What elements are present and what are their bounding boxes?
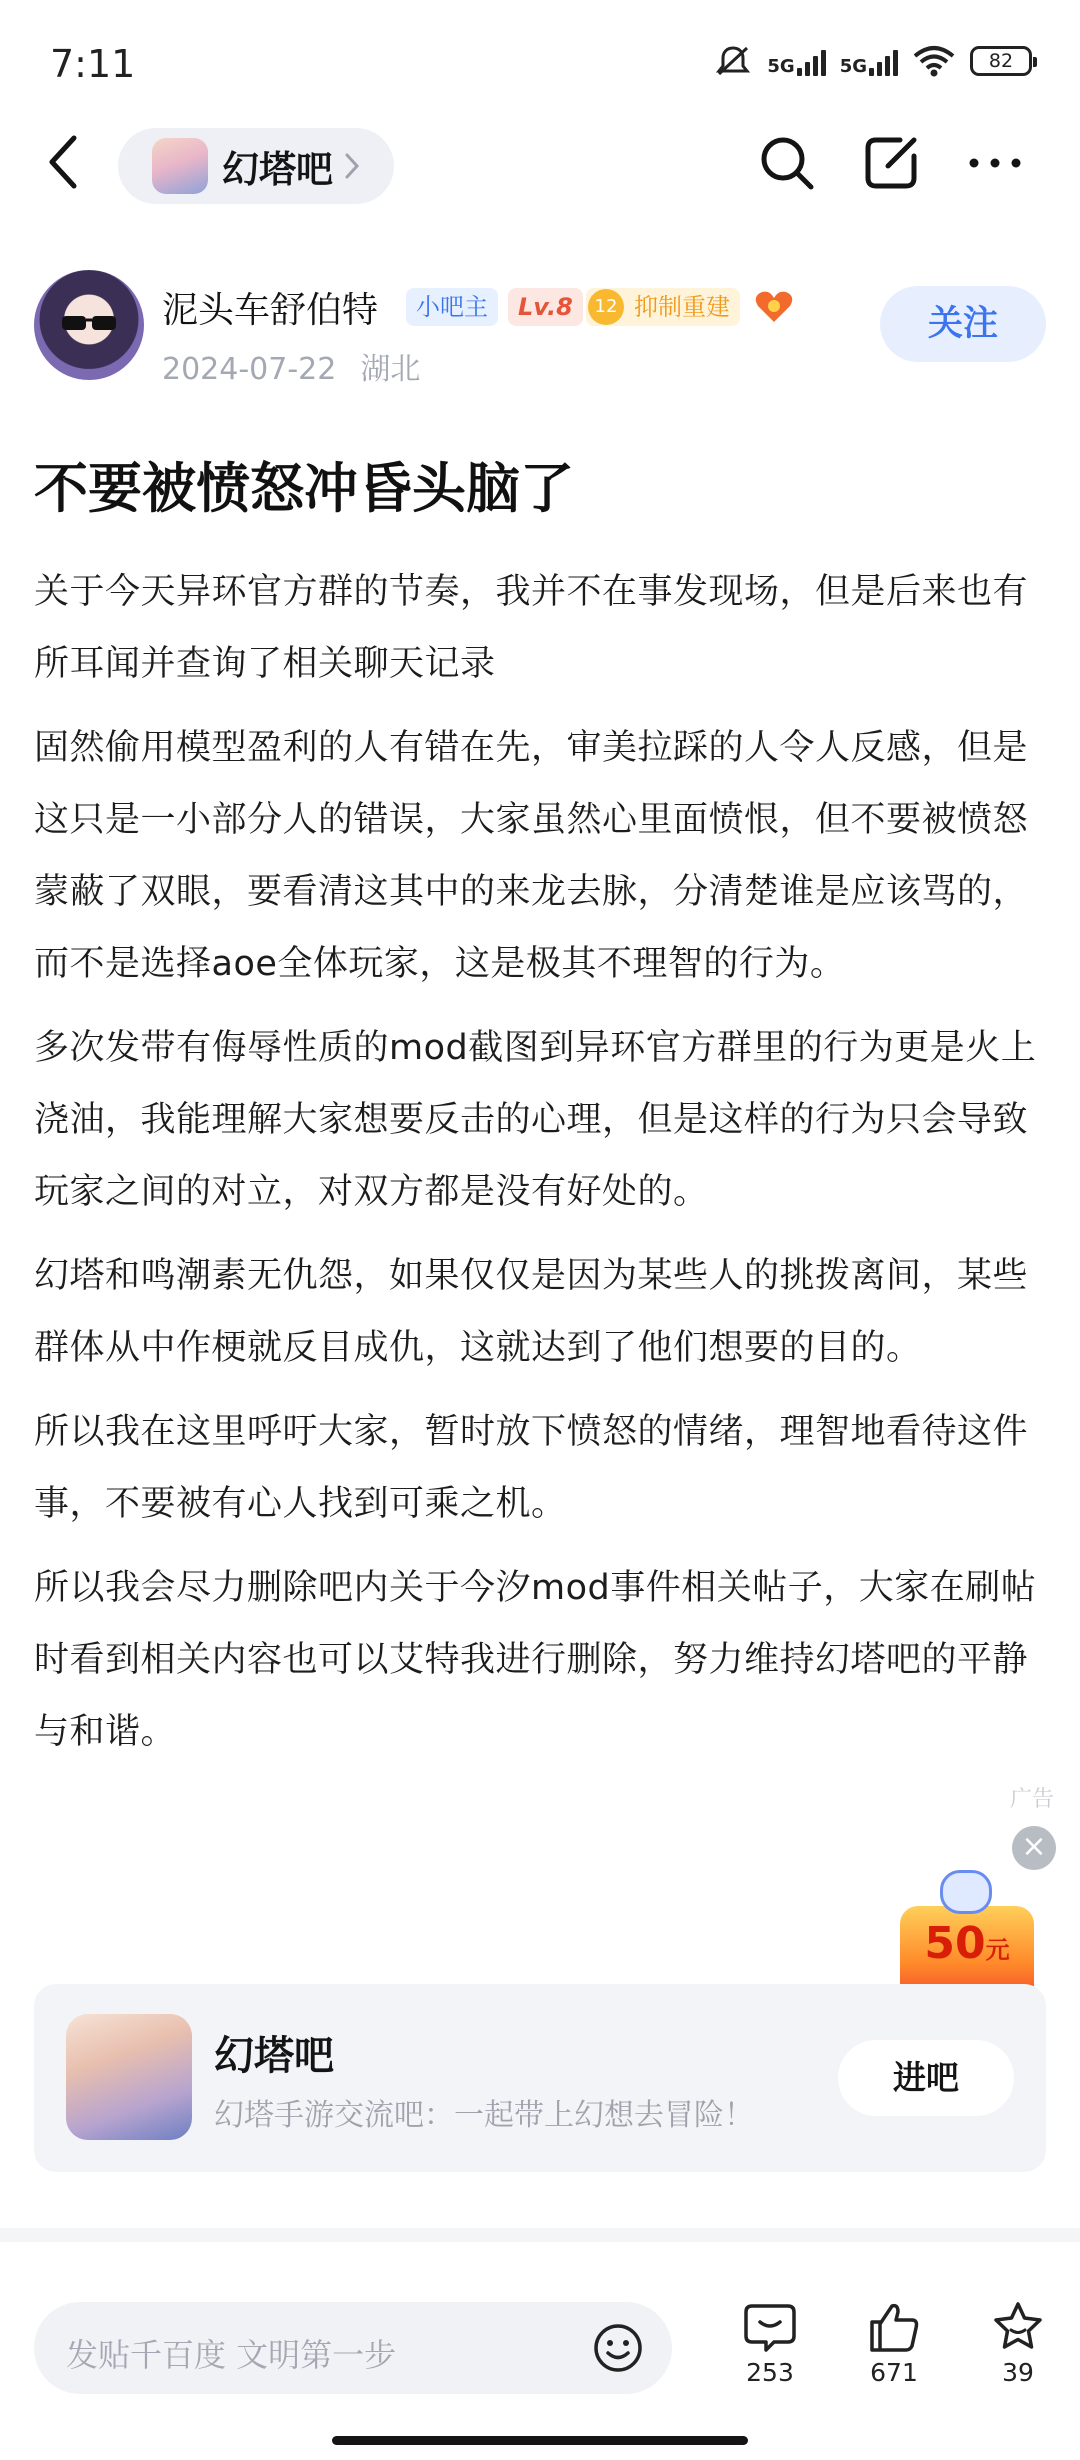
thumbs-up-icon (866, 2300, 922, 2354)
post-paragraph: 所以我会尽力删除吧内关于今汐mod事件相关帖子，大家在刷帖时看到相关内容也可以艾特我进行删除，努力维持幻塔吧的平静与和谐。 (34, 1568, 1037, 1752)
post-paragraph: 所以我在这里呼吁大家，暂时放下愤怒的情绪，理智地看待这件事，不要被有心人找到可乘之机。 (34, 1412, 1029, 1524)
robot-icon (940, 1870, 992, 1914)
ad-amount-unit: 元 (985, 1936, 1010, 1964)
post-title: 不要被愤怒冲昏头脑了 (34, 457, 574, 520)
like-action[interactable] (854, 2300, 934, 2387)
section-divider (0, 2228, 1080, 2242)
post-paragraph: 多次发带有侮辱性质的mod截图到异环官方群里的行为更是火上浇油，我能理解大家想要反击的心理，但是这样的行为只会导致玩家之间的对立，对双方都是没有好处的。 (34, 1028, 1037, 1212)
network-type-2: 5G (839, 56, 867, 77)
status-icons (713, 44, 1032, 78)
star-icon (990, 2300, 1046, 2354)
signal-icon-2 (869, 46, 898, 76)
follow-button[interactable]: 关注 (880, 286, 1046, 362)
more-icon[interactable] (964, 132, 1026, 194)
author-name[interactable]: 泥头车舒伯特 (162, 290, 379, 331)
moderator-badge: 小吧主 (406, 288, 498, 326)
comment-placeholder: 发贴千百度 文明第一步 (66, 2336, 397, 2374)
forum-card-avatar (66, 2014, 192, 2140)
emoji-icon[interactable] (592, 2322, 644, 2374)
edit-icon[interactable] (860, 132, 922, 194)
comment-icon (742, 2300, 798, 2354)
search-icon[interactable] (756, 132, 818, 194)
favorite-action[interactable] (978, 2300, 1058, 2387)
ad-amount (908, 1918, 1026, 1969)
forum-avatar (152, 138, 208, 194)
post-date: 2024-07-22 (162, 352, 337, 387)
heart-decoration-icon (752, 284, 796, 328)
sunglasses-icon (34, 270, 144, 380)
author-meta (162, 344, 420, 388)
battery-icon (970, 46, 1032, 76)
title-badge-label: 抑制重建 (634, 293, 730, 321)
back-icon[interactable] (40, 132, 90, 192)
comment-action[interactable] (730, 2300, 810, 2387)
level-badge: Lv.8 (508, 288, 583, 326)
title-badge[interactable] (586, 288, 740, 326)
ad-label: 广告 (1010, 1787, 1055, 1812)
bell-muted-icon (713, 44, 753, 78)
chevron-right-icon (343, 151, 361, 181)
author-avatar[interactable] (34, 270, 144, 380)
battery-level: 82 (988, 50, 1014, 72)
favorite-count: 39 (1002, 2358, 1034, 2387)
post-paragraph: 固然偷用模型盈利的人有错在先，审美拉踩的人令人反感，但是这只是一小部分人的错误，大家虽然心里面愤恨，但不要被愤怒蒙蔽了双眼，要看清这其中的来龙去脉，分清楚谁是应该骂的，而不是选择aoe全体玩家，这是极其不理智的行为。 (34, 728, 1029, 984)
status-time: 7:11 (50, 42, 136, 86)
network-type-1: 5G (767, 56, 795, 77)
medal-icon: 12 (588, 289, 624, 325)
ad-amount-value: 50 (924, 1918, 986, 1969)
forum-name: 幻塔吧 (222, 148, 333, 191)
wifi-icon (912, 45, 956, 77)
ad-close-icon[interactable]: × (1012, 1826, 1056, 1870)
post-body (34, 556, 1050, 1780)
post-paragraph: 幻塔和鸣潮素无仇怨，如果仅仅是因为某些人的挑拨离间，某些群体从中作梗就反目成仇，这就达到了他们想要的目的。 (34, 1256, 1029, 1368)
like-count: 671 (870, 2358, 918, 2387)
post-location: 湖北 (360, 352, 421, 387)
post-paragraph: 关于今天异环官方群的节奏，我并不在事发现场，但是后来也有所耳闻并查询了相关聊天记录 (34, 572, 1029, 684)
forum-card-name: 幻塔吧 (214, 2033, 334, 2079)
forum-card-description: 幻塔手游交流吧：一起带上幻想去冒险！ (214, 2098, 754, 2133)
home-indicator[interactable] (332, 2436, 748, 2445)
signal-icon (797, 46, 826, 76)
enter-forum-button[interactable]: 进吧 (838, 2040, 1014, 2116)
forum-pill[interactable] (118, 128, 394, 204)
comment-count: 253 (746, 2358, 794, 2387)
